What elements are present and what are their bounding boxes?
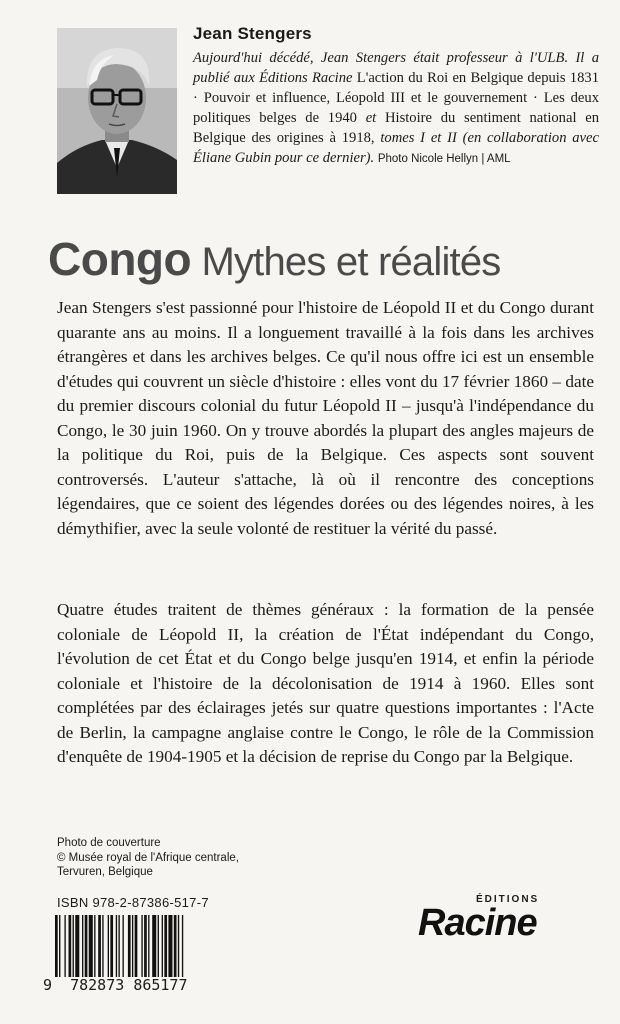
barcode-bar (141, 915, 142, 977)
barcode-bar (75, 915, 79, 977)
barcode (47, 915, 227, 1015)
bio-and: et (365, 110, 377, 126)
author-bio (193, 48, 599, 169)
barcode-bar (162, 915, 163, 977)
barcode-group-1: 782873 (70, 976, 125, 994)
barcode-bar (118, 915, 119, 977)
bio-titles-2: Histoire du sentiment national en Belgique des origines à 1918, (193, 110, 599, 146)
cover-photo-credit (57, 836, 317, 880)
barcode-digits (43, 976, 233, 994)
isbn-text: ISBN 978-2-87386-517-7 (57, 895, 209, 910)
barcode-bar (102, 915, 103, 977)
barcode-bar (123, 915, 124, 977)
title-congo: Congo (48, 233, 192, 285)
barcode-bar (85, 915, 88, 977)
photo-credit: Photo Nicole Hellyn | AML (377, 153, 511, 165)
title-subtitle: Mythes et réalités (191, 240, 501, 284)
barcode-bar (128, 915, 131, 977)
author-photo (57, 28, 177, 194)
book-title (48, 224, 608, 306)
cover-credit-line-2: © Musée royal de l'Afrique centrale, (57, 851, 239, 864)
barcode-bar (108, 915, 109, 977)
barcode-bar (132, 915, 133, 977)
cover-credit-line-1: Photo de couverture (57, 837, 161, 849)
barcode-group-2: 865177 (133, 976, 188, 994)
barcode-bar (135, 915, 138, 977)
barcode-bar (164, 915, 167, 977)
barcode-bar (82, 915, 83, 977)
publisher-logo (418, 894, 578, 954)
barcode-bar (178, 915, 179, 977)
barcode-bar (152, 915, 156, 977)
barcode-bar (98, 915, 101, 977)
barcode-bar (182, 915, 183, 977)
barcode-bar (174, 915, 177, 977)
barcode-bar (94, 915, 95, 977)
barcode-bar (116, 915, 117, 977)
barcode-bar (158, 915, 159, 977)
cover-credit-line-3: Tervuren, Belgique (57, 866, 153, 878)
summary-paragraph-2: Quatre études traitent de thèmes généraux : la formation de la pensée coloniale de Léopold II, la création de l'État indépendant du Congo, l'évolution de cet État et du Congo belge jusqu'en 1914, et enfin la période coloniale et l'histoire de la décolonisation de 1914 à 1960. Elles sont complétées par des éclairages jetés sur quatre questions importantes : l'Acte de Berlin, la campagne anglaise contre le Congo, le rôle de la Commission d'enquête de 1904-1905 et la décision de reprise du Congo par la Belgique. (57, 600, 594, 766)
barcode-first-digit: 9 (43, 976, 53, 994)
barcode-bar (168, 915, 172, 977)
barcode-bar (148, 915, 149, 977)
barcode-bar (59, 915, 60, 977)
summary-paragraph-1: Jean Stengers s'est passionné pour l'histoire de Léopold II et du Congo durant quarante ans au moins. Il a longuement travaillé à la fois dans les archives étrangères et dans les archives belges. Ce qu'il nous offre ici est un ensemble d'études qui couvrent un siècle d'histoire : elles vont du 17 février 1860 – date du premier discours colonial du futur Léopold II – jusqu'à l'indépendance du Congo, le 30 juin 1960. On y trouve abordés la plupart des angles majeurs de la politique du Roi, puis de la Belgique. Ces aspects sont souvent controversés. L'auteur s'attache, là où il rencontre des conceptions légendaires, que ce soient des légendes dorées ou des légendes noires, à les démythifier, avec la seule volonté de restituer la vérité du passé. (57, 298, 594, 538)
author-name: Jean Stengers (193, 24, 312, 43)
publisher-logo-top: ÉDITIONS (476, 894, 540, 905)
barcode-bar (110, 915, 113, 977)
barcode-bar (144, 915, 147, 977)
author-block (193, 24, 599, 169)
bio-volumes: tomes I et II (en collaboration avec Éliane Gubin pour ce dernier). (193, 130, 599, 166)
barcode-bar (89, 915, 93, 977)
barcode-bar (55, 915, 58, 977)
barcode-bar (73, 915, 74, 977)
bio-intro: Aujourd'hui décédé, Jean Stengers était professeur à l'ULB. Il a publié aux Éditions Racine (193, 50, 599, 86)
publisher-logo-name: Racine (418, 902, 537, 944)
bio-titles: L'action du Roi en Belgique depuis 1831 · Pouvoir et influence, Léopold III et le gouvernement · Les deux politiques belges de 1940 (193, 70, 599, 126)
barcode-bar (69, 915, 72, 977)
barcode-bar (64, 915, 65, 977)
